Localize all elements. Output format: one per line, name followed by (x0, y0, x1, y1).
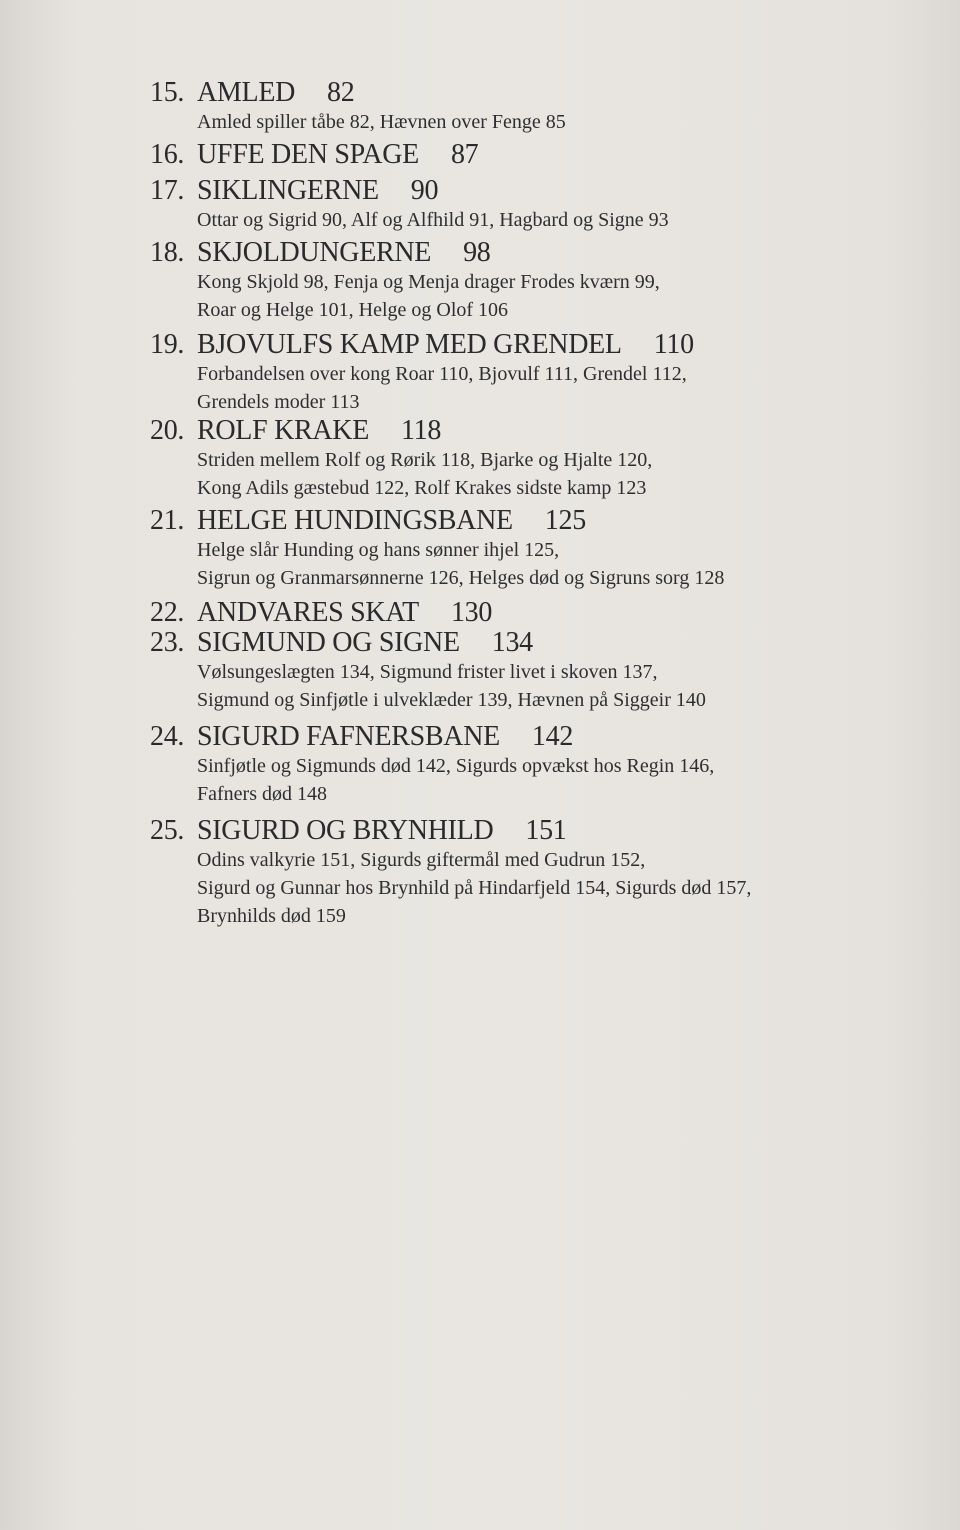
toc-entry-17 (150, 176, 830, 234)
entry-number: 15. (150, 77, 185, 108)
toc-entry-23 (150, 628, 830, 714)
subsection-line: Helge slår Hunding og hans sønner ihjel 125, (197, 539, 560, 561)
entry-title: ANDVARES SKAT (197, 597, 419, 628)
entry-subsections (197, 268, 830, 324)
toc-entry-15 (150, 78, 830, 136)
entry-number: 18. (150, 237, 185, 268)
entry-number: 25. (150, 815, 185, 846)
entry-page-number: 130 (450, 597, 493, 628)
entry-subsections (197, 846, 830, 930)
entry-heading (150, 628, 830, 658)
subsection-line: Sigrun og Granmarsønnerne 126, Helges død og Sigruns sorg 128 (197, 567, 725, 589)
toc-entry-22 (150, 598, 830, 628)
entry-page-number: 142 (531, 721, 574, 752)
entry-page-number: 82 (327, 77, 355, 108)
entry-title: SIGURD FAFNERSBANE (197, 721, 500, 752)
entry-number: 20. (150, 415, 185, 446)
entry-subsections (197, 752, 830, 808)
entry-subsections (197, 446, 830, 502)
entry-page-number: 125 (544, 505, 586, 536)
entry-page-number: 90 (410, 175, 439, 206)
subsection-line: Kong Skjold 98, Fenja og Menja drager Frodes kværn 99, (197, 271, 660, 293)
toc-entry-21 (150, 506, 830, 592)
toc-entry-20 (150, 416, 830, 502)
toc-entry-25 (150, 816, 830, 930)
entry-title: SIGURD OG BRYNHILD (197, 815, 494, 846)
entry-number: 19. (150, 329, 185, 360)
entry-title: AMLED (197, 77, 296, 108)
entry-heading (150, 140, 830, 170)
subsection-line: Fafners død 148 (197, 783, 327, 805)
entry-number: 21. (150, 505, 185, 536)
entry-page-number: 87 (450, 139, 479, 170)
subsection-line: Ottar og Sigrid 90, Alf og Alfhild 91, Hagbard og Signe 93 (197, 209, 669, 231)
entry-heading (150, 78, 830, 108)
entry-title: HELGE HUNDINGSBANE (197, 505, 513, 536)
entry-heading (150, 722, 830, 752)
subsection-line: Brynhilds død 159 (197, 905, 346, 927)
table-of-contents (150, 78, 830, 930)
entry-heading (150, 416, 830, 446)
subsection-line: Vølsungeslægten 134, Sigmund frister livet i skoven 137, (197, 661, 658, 683)
entry-page-number: 98 (463, 237, 491, 268)
entry-heading (150, 330, 830, 360)
subsection-line: Forbandelsen over kong Roar 110, Bjovulf 111, Grendel 112, (197, 363, 687, 385)
subsection-line: Sigmund og Sinfjøtle i ulveklæder 139, Hævnen på Siggeir 140 (197, 689, 706, 711)
entry-heading (150, 598, 830, 628)
entry-title: SKJOLDUNGERNE (197, 237, 432, 268)
entry-subsections (197, 206, 830, 234)
subsection-line: Amled spiller tåbe 82, Hævnen over Fenge 85 (197, 111, 566, 133)
entry-title: SIGMUND OG SIGNE (197, 627, 460, 658)
toc-entry-16 (150, 140, 830, 170)
entry-title: BJOVULFS KAMP MED GRENDEL (197, 329, 622, 360)
entry-page-number: 118 (401, 415, 442, 446)
entry-number: 16. (150, 139, 185, 170)
toc-entry-19 (150, 330, 830, 416)
subsection-line: Odins valkyrie 151, Sigurds giftermål med Gudrun 152, (197, 849, 646, 871)
toc-entry-24 (150, 722, 830, 808)
entry-number: 22. (150, 597, 185, 628)
subsection-line: Striden mellem Rolf og Rørik 118, Bjarke og Hjalte 120, (197, 449, 653, 471)
entry-page-number: 134 (491, 627, 533, 658)
entry-number: 23. (150, 627, 185, 658)
entry-heading (150, 238, 830, 268)
subsection-line: Roar og Helge 101, Helge og Olof 106 (197, 299, 509, 321)
entry-title: SIKLINGERNE (197, 175, 379, 206)
entry-page-number: 110 (653, 329, 694, 360)
entry-number: 17. (150, 175, 185, 206)
entry-subsections (197, 536, 830, 592)
subsection-line: Grendels moder 113 (197, 391, 360, 413)
subsection-line: Sinfjøtle og Sigmunds død 142, Sigurds opvækst hos Regin 146, (197, 755, 715, 777)
subsection-line: Sigurd og Gunnar hos Brynhild på Hindarfjeld 154, Sigurds død 157, (197, 877, 752, 899)
entry-subsections (197, 360, 830, 416)
entry-heading (150, 176, 830, 206)
entry-subsections (197, 108, 830, 136)
entry-page-number: 151 (525, 815, 567, 846)
entry-number: 24. (150, 721, 185, 752)
entry-heading (150, 506, 830, 536)
entry-heading (150, 816, 830, 846)
entry-title: UFFE DEN SPAGE (197, 139, 419, 170)
subsection-line: Kong Adils gæstebud 122, Rolf Krakes sidste kamp 123 (197, 477, 647, 499)
toc-entry-18 (150, 238, 830, 324)
entry-subsections (197, 658, 830, 714)
entry-title: ROLF KRAKE (197, 415, 370, 446)
